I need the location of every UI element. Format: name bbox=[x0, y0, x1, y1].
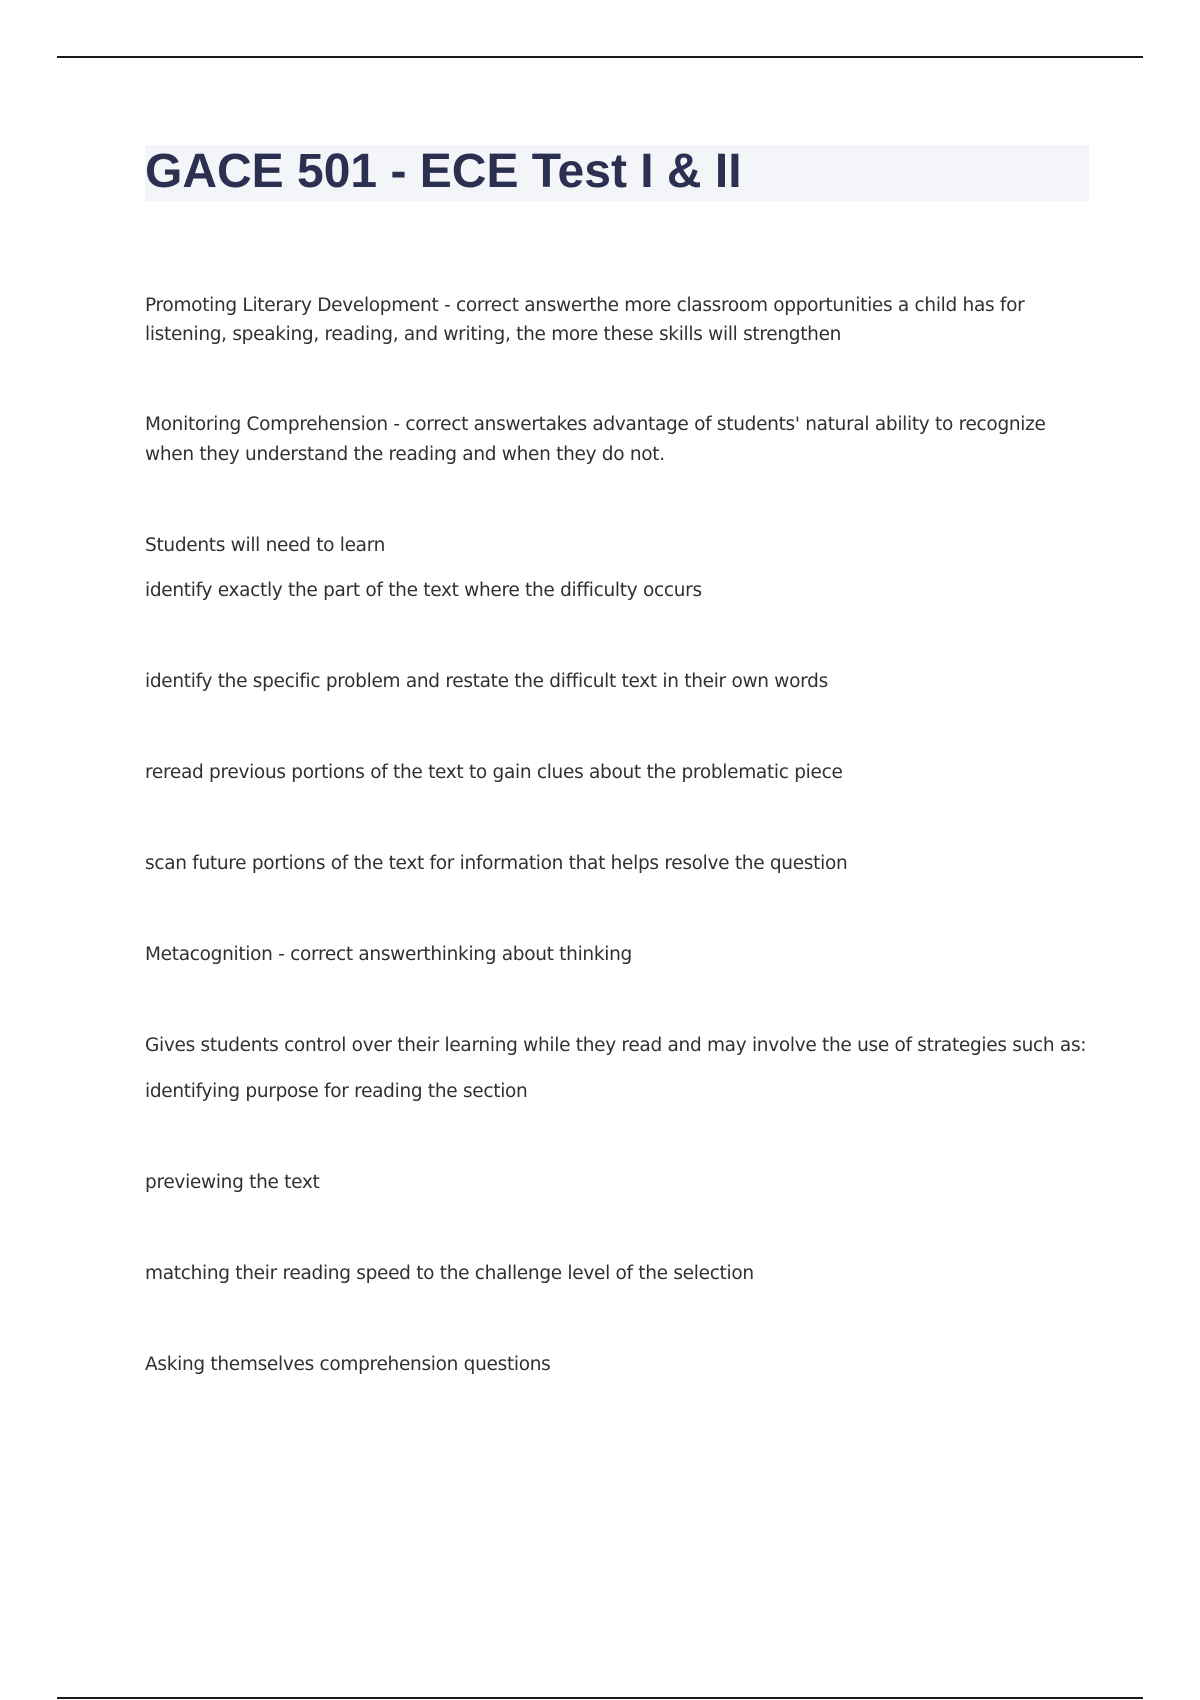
list-item-identify-problem: identify the specific problem and restate the difficult text in their own words bbox=[145, 671, 828, 692]
text-students-need-to-learn: Students will need to learn bbox=[145, 535, 386, 556]
qa-monitoring-comprehension-line-2: when they understand the reading and when they do not. bbox=[145, 444, 665, 465]
list-item-identify-part: identify exactly the part of the text where the difficulty occurs bbox=[145, 580, 702, 601]
qa-promoting-literary-line-1: Promoting Literary Development - correct answerthe more classroom opportunities a child has for bbox=[145, 295, 1025, 316]
qa-metacognition: Metacognition - correct answerthinking about thinking bbox=[145, 944, 632, 965]
document-title: GACE 501 - ECE Test I & II bbox=[145, 145, 742, 198]
list-item-previewing: previewing the text bbox=[145, 1172, 320, 1193]
qa-promoting-literary-line-2: listening, speaking, reading, and writing, the more these skills will strengthen bbox=[145, 324, 842, 345]
qa-monitoring-comprehension-line-1: Monitoring Comprehension - correct answertakes advantage of students' natural ability to recognize bbox=[145, 414, 1046, 435]
list-item-asking-questions: Asking themselves comprehension questions bbox=[145, 1354, 551, 1375]
text-gives-students-control: Gives students control over their learning while they read and may involve the use of strategies such as: bbox=[145, 1035, 1087, 1056]
list-item-matching-speed: matching their reading speed to the challenge level of the selection bbox=[145, 1263, 754, 1284]
list-item-scan-future: scan future portions of the text for information that helps resolve the question bbox=[145, 853, 848, 874]
list-item-reread: reread previous portions of the text to gain clues about the problematic piece bbox=[145, 762, 843, 783]
footer-rule bbox=[57, 1697, 1143, 1699]
header-rule bbox=[57, 56, 1143, 58]
list-item-identifying-purpose: identifying purpose for reading the section bbox=[145, 1081, 528, 1102]
